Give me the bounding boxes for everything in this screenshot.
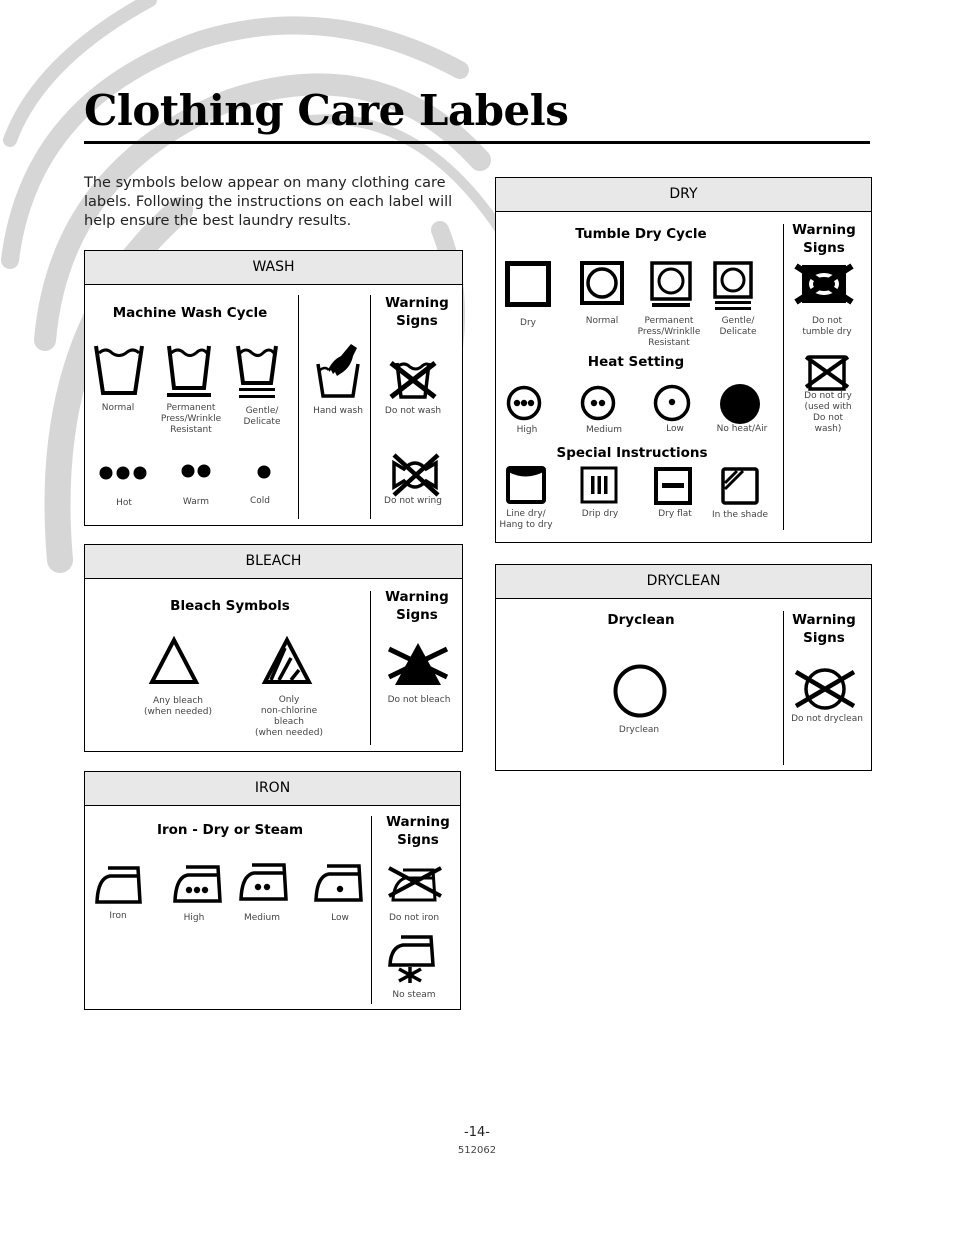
- no-steam-icon: [387, 935, 437, 985]
- warning-label: Do not dry (used with Do not wash): [804, 391, 852, 434]
- special-label: Line dry/ Hang to dry: [499, 509, 553, 530]
- tumble-label: Gentle/ Delicate: [719, 316, 757, 337]
- wash-tub-icon: [93, 343, 145, 395]
- dry-flat-icon: [654, 467, 692, 505]
- warning-label: Do not wring: [384, 496, 442, 506]
- circle-one-dot-icon: [653, 384, 691, 422]
- drip-dry-icon: [580, 466, 618, 504]
- do-not-dryclean-icon: [794, 666, 856, 712]
- warning-label: Do not dryclean: [791, 714, 863, 724]
- square-icon: [505, 261, 551, 307]
- bleach-panel: [84, 544, 463, 752]
- circle-three-dots-icon: [506, 385, 542, 421]
- temperature-label: Hot: [116, 498, 132, 508]
- tumble-label: Dry: [520, 318, 536, 328]
- striped-triangle-icon: [261, 636, 313, 686]
- tumble-dry-one-bar-icon: [650, 261, 692, 309]
- dry-in-shade-icon: [721, 467, 759, 505]
- iron-warning-title: Warning Signs: [386, 814, 450, 848]
- filled-circle-icon: [720, 384, 760, 424]
- iron-label: Low: [331, 913, 349, 923]
- do-not-wring-icon: [388, 453, 442, 497]
- circle-icon: [613, 664, 667, 718]
- wash-cycle-label: Permanent Press/Wrinkle Resistant: [160, 403, 222, 435]
- divider: [370, 591, 371, 745]
- wash-tub-two-bars-icon: [235, 343, 279, 401]
- wash-tub-one-bar-icon: [166, 343, 212, 399]
- circle-two-dots-icon: [580, 385, 616, 421]
- warning-label: Do not bleach: [387, 695, 451, 705]
- tumble-dry-icon: [580, 261, 624, 305]
- warning-label: Do not wash: [384, 406, 442, 416]
- temperature-label: Warm: [182, 497, 210, 507]
- dryclean-label: Dryclean: [618, 725, 660, 735]
- wash-cycle-label: Normal: [101, 403, 135, 413]
- warning-label: No steam: [392, 990, 436, 1000]
- bleach-label: Only non-chlorine bleach (when needed): [255, 695, 323, 738]
- divider: [370, 295, 371, 519]
- tumble-dry-two-bars-icon: [713, 261, 753, 313]
- iron-label: High: [183, 913, 205, 923]
- machine-wash-title: Machine Wash Cycle: [112, 305, 268, 321]
- dry-panel: [495, 177, 872, 543]
- iron-icon: [94, 864, 142, 904]
- tumble-dry-title: Tumble Dry Cycle: [575, 226, 707, 242]
- divider: [298, 295, 299, 519]
- bleach-header: BLEACH: [85, 545, 462, 579]
- iron-two-dots-icon: [238, 861, 288, 901]
- heat-label: Medium: [586, 425, 622, 435]
- title-underline: [84, 141, 870, 144]
- bleach-symbols-title: Bleach Symbols: [170, 598, 290, 614]
- iron-header: IRON: [85, 772, 460, 806]
- dry-header: DRY: [496, 178, 871, 212]
- heat-setting-title: Heat Setting: [587, 354, 685, 370]
- temperature-label: Cold: [249, 496, 271, 506]
- do-not-tumble-dry-icon: [794, 262, 854, 306]
- warning-label: Do not iron: [388, 913, 440, 923]
- wash-header: WASH: [85, 251, 462, 285]
- special-label: Dry flat: [658, 509, 692, 519]
- warning-label: Do not tumble dry: [802, 316, 852, 337]
- do-not-bleach-icon: [387, 641, 449, 685]
- page-title: Clothing Care Labels: [84, 86, 569, 135]
- do-not-iron-icon: [385, 864, 443, 904]
- special-instructions-title: Special Instructions: [556, 445, 708, 461]
- page-number: -14-: [464, 1125, 490, 1140]
- tumble-label: Permanent Press/Wrinklle Resistant: [637, 316, 701, 348]
- iron-label: Iron: [109, 911, 127, 921]
- heat-label: No heat/Air: [716, 424, 768, 434]
- dryclean-panel: [495, 564, 872, 771]
- document-code: 512062: [457, 1145, 497, 1156]
- heat-label: High: [516, 425, 538, 435]
- do-not-dry-icon: [804, 353, 850, 393]
- do-not-wash-icon: [387, 359, 439, 401]
- bleach-warning-title: Warning Signs: [385, 589, 449, 623]
- iron-three-dots-icon: [172, 863, 222, 903]
- special-label: Drip dry: [581, 509, 619, 519]
- iron-label: Medium: [244, 913, 280, 923]
- dryclean-title: Dryclean: [607, 612, 675, 628]
- dryclean-warning-title: Warning Signs: [792, 612, 856, 646]
- special-label: In the shade: [711, 510, 769, 520]
- iron-title: Iron - Dry or Steam: [156, 822, 304, 838]
- heat-label: Low: [666, 424, 684, 434]
- wash-warning-title: Warning Signs: [385, 295, 449, 329]
- line-dry-icon: [506, 466, 546, 504]
- dry-warning-title: Warning Signs: [792, 222, 856, 256]
- divider: [783, 224, 784, 530]
- wash-cycle-label: Gentle/ Delicate: [243, 406, 281, 427]
- hand-wash-icon: [315, 342, 361, 398]
- two-dots-icon: [180, 463, 212, 479]
- wash-panel: [84, 250, 463, 526]
- iron-panel: [84, 771, 461, 1010]
- bleach-label: Any bleach (when needed): [144, 696, 212, 717]
- triangle-icon: [148, 636, 200, 686]
- three-dots-icon: [98, 465, 148, 481]
- one-dot-icon: [256, 464, 272, 480]
- dryclean-header: DRYCLEAN: [496, 565, 871, 599]
- tumble-label: Normal: [585, 316, 619, 326]
- divider: [371, 816, 372, 1004]
- iron-one-dot-icon: [313, 862, 363, 902]
- hand-wash-label: Hand wash: [313, 406, 363, 416]
- intro-text: The symbols below appear on many clothing care labels. Following the instructions on each label will help ensure the best laundry results.: [84, 175, 453, 229]
